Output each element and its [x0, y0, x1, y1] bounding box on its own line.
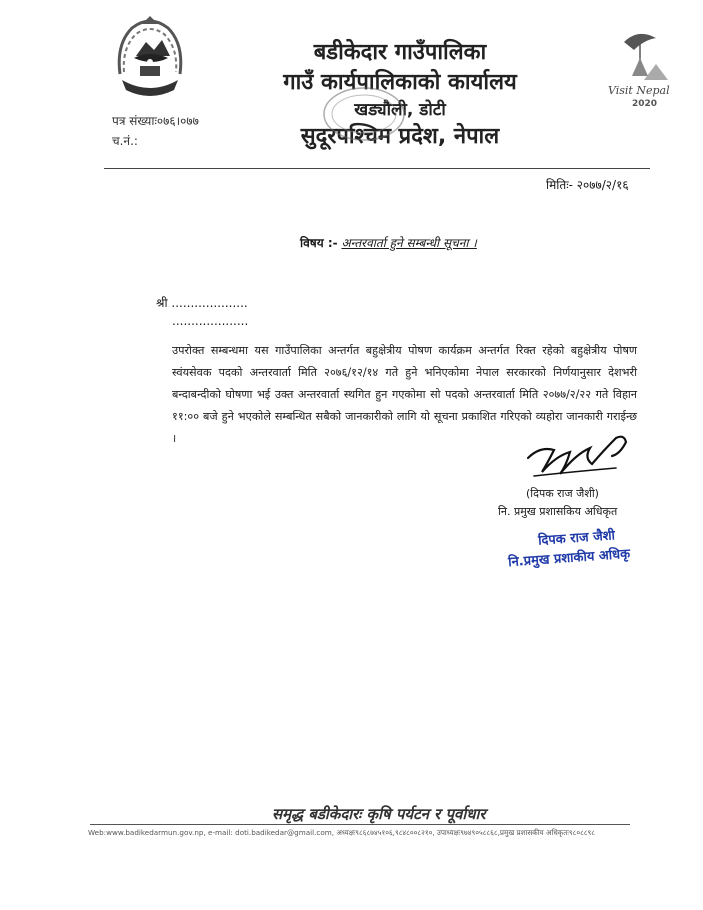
blue-stamp-title: नि.प्रमुख प्रशाकीय अधिकृ — [507, 546, 631, 571]
municipality-name: बडीकेदार गाउँपालिका — [313, 40, 487, 65]
dispatch-number: च.नं.: — [112, 134, 138, 148]
letter-subject — [300, 234, 477, 251]
signatory-name: (दिपक राज जैशी) — [526, 487, 599, 500]
office-location: खड्यौली, डोटी — [354, 100, 446, 120]
visit-nepal-year: 2020 — [632, 99, 658, 109]
subject-label: विषय :- — [300, 236, 338, 250]
blue-stamp-name: दिपक राज जैशी — [537, 528, 616, 549]
subject-text: अन्तरवार्ता हुने सम्बन्धी सूचना । — [341, 236, 477, 250]
addressee-line-2: .................... — [172, 314, 249, 328]
province-name: सुदूरपश्चिम प्रदेश, नेपाल — [300, 124, 500, 149]
header-divider — [104, 168, 650, 169]
visit-nepal-text: Visit Nepal — [608, 84, 670, 97]
footer-divider — [90, 824, 630, 825]
letter-date: मितिः- २०७७/२/१६ — [546, 178, 629, 192]
office-name: गाउँ कार्यपालिकाको कार्यालय — [283, 70, 517, 95]
footer-slogan: समृद्ध बडीकेदारः कृषि पर्यटन र पूर्वाधार — [272, 805, 486, 823]
office-seal-icon — [322, 86, 406, 142]
letter-reference-number: पत्र संख्याः०७६।०७७ — [112, 114, 199, 128]
footer-contact-info: Web:www.badikedarmun.gov.np, e-mail: doti.badikedar@gmail.com, अध्यक्षः९८६८७४५१०६,९८४८००८२१०, उपाध्यक्षः९७४९०५८८६८,प्रमुख प्रशासकीय अधिकृतः९८०८८९८ — [88, 828, 596, 837]
visit-nepal-logo-icon — [604, 28, 680, 114]
handwritten-signature-icon — [520, 428, 630, 488]
letter-body: उपरोक्त सम्बन्धमा यस गाउँपालिका अन्तर्गत बहुक्षेत्रीय पोषण कार्यक्रम अन्तर्गत रिक्त रहेको बहुक्षेत्रीय पोषण स्वंयसेवक पदको अन्तरवार्ता मिति २०७६/१२/१४ गते हुने भनिएकोमा नेपाल सरकारको निर्णयानुसार देशभरी बन्दाबन्दीको घोषणा भई उक्त अन्तरवार्ता स्थगित हुन गएकोमा सो पदको अन्तरवार्ता मिति २०७७/२/२२ गते विहान ११:०० बजे हुने भएकोले सम्बन्धित सबैको जानकारीको लागि यो सूचना प्रकाशित गरिएको व्यहोरा जानकारी गराईन्छ । — [172, 344, 637, 445]
signatory-title: नि. प्रमुख प्रशासकिय अधिकृत — [498, 505, 618, 518]
nepal-emblem-icon — [112, 14, 188, 104]
addressee-line-1: श्री .................... — [156, 296, 248, 310]
